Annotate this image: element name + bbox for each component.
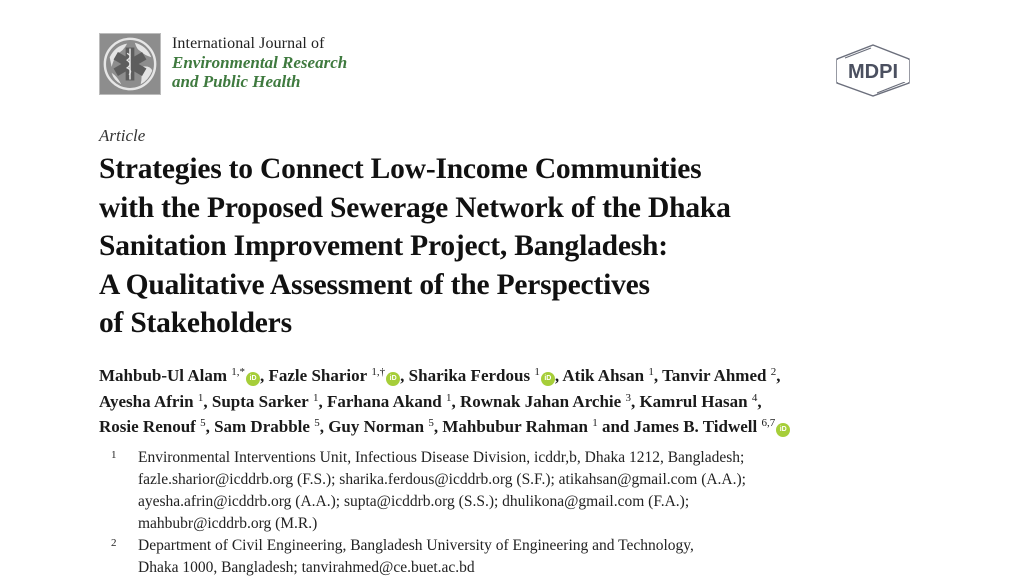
author-affiliation-ref: 1	[592, 417, 598, 429]
orcid-icon[interactable]: iD	[386, 372, 400, 386]
author-name: Fazle Sharior	[268, 366, 368, 385]
author-affiliation-ref: 1	[445, 391, 452, 404]
affiliation-line: ayesha.afrin@icddrb.org (A.A.); supta@icddrb.org (S.S.); dhulikona@gmail.com (F.A.);	[138, 493, 690, 510]
author-name: Farhana Akand	[326, 391, 442, 411]
author-affiliation-ref: 1,†	[371, 366, 386, 378]
orcid-icon[interactable]: iD	[541, 372, 555, 386]
affiliation-number: 1	[111, 449, 117, 461]
author-affiliation-ref: 1	[534, 366, 540, 378]
author-affiliation-ref: 5	[314, 417, 320, 429]
author-affiliation-ref: 1,*	[231, 366, 245, 378]
affiliation-text	[138, 535, 694, 579]
affiliations	[99, 447, 919, 579]
author-name: Supta Sarker	[211, 391, 309, 411]
author-name: James B. Tidwell	[633, 417, 758, 436]
affiliation-line: mahbubr@icddrb.org (M.R.)	[138, 515, 318, 532]
journal-name	[172, 34, 347, 91]
journal-name-line1: International Journal of	[172, 35, 325, 52]
journal-name-line3: and Public Health	[172, 72, 301, 91]
author-affiliation-ref: 1	[312, 391, 319, 404]
author-affiliation-ref: 4	[751, 391, 758, 404]
title-line: of Stakeholders	[99, 307, 292, 339]
affiliation-line: fazle.sharior@icddrb.org (F.S.); sharika.ferdous@icddrb.org (S.F.); atikahsan@gmail.com (A.A.);	[138, 471, 746, 488]
publisher-logo	[833, 42, 913, 98]
author-name: Rownak Jahan Archie	[459, 391, 622, 411]
article-title	[99, 150, 899, 343]
author-line: Mahbub-Ul Alam $^{1,*}$iD , Fazle Sharior $^{1,\dagger}$iD , Sharika Ferdous $^1$iD , Atik Ahsan $^1$, Tanvir Ahmed $^2$,	[99, 366, 781, 385]
affiliation-text	[138, 447, 746, 535]
journal-name-line2: Environmental Research	[172, 53, 348, 72]
author-affiliation-ref: 5	[428, 417, 434, 429]
svg-text:MDPI: MDPI	[848, 61, 898, 83]
author-affiliation-ref: 1	[648, 366, 654, 378]
author-affiliation-ref: 6,7	[761, 417, 776, 429]
author-affiliation-ref: 2	[770, 366, 777, 378]
title-line: A Qualitative Assessment of the Perspectives	[99, 268, 650, 301]
author-name: Sam Drabble	[214, 417, 310, 436]
author-affiliation-ref: 1	[197, 391, 204, 404]
author-name: Mahbubur Rahman	[442, 417, 588, 436]
affiliation-line: Dhaka 1000, Bangladesh; tanvirahmed@ce.buet.ac.bd	[138, 559, 475, 576]
orcid-icon[interactable]: iD	[776, 423, 790, 437]
author-line: Rosie Renouf $^5$, Sam Drabble $^5$, Guy Norman $^5$, Mahbubur Rahman $^1$ and James B. Tidwell $^{6,7}$iD	[99, 414, 929, 440]
orcid-icon[interactable]: iD	[246, 372, 260, 386]
journal-logo	[99, 33, 161, 95]
author-name: Ayesha Afrin	[99, 391, 194, 411]
affiliation-item	[99, 447, 919, 535]
author-name: Kamrul Hasan	[639, 391, 748, 411]
author-name: Mahbub-Ul Alam	[99, 366, 227, 385]
title-line: Sanitation Improvement Project, Bangladesh:	[99, 230, 668, 262]
author-affiliation-ref: 5	[200, 417, 206, 429]
author-name: Tanvir Ahmed	[662, 366, 767, 385]
affiliation-line: Department of Civil Engineering, Bangladesh University of Engineering and Technology,	[138, 537, 694, 554]
article-type: Article	[99, 126, 146, 145]
title-line: Strategies to Connect Low-Income Communities	[99, 153, 702, 185]
author-list	[99, 363, 929, 440]
affiliation-item	[99, 535, 919, 579]
author-name: Sharika Ferdous	[408, 366, 531, 385]
author-name: Guy Norman	[328, 417, 425, 436]
affiliation-line: Environmental Interventions Unit, Infectious Disease Division, icddr,b, Dhaka 1212, Bangladesh;	[138, 449, 745, 466]
globe-star-of-life-icon	[100, 34, 160, 94]
author-name: Atik Ahsan	[562, 366, 645, 385]
affiliation-number: 2	[111, 537, 117, 549]
mdpi-logo-icon	[833, 42, 913, 98]
author-line: Ayesha Afrin $^1$, Supta Sarker $^1$, Farhana Akand $^1$, Rownak Jahan Archie $^3$, Kamrul Hasan $^4$,	[99, 391, 762, 411]
author-name: Rosie Renouf	[99, 417, 196, 436]
author-affiliation-ref: 3	[625, 391, 631, 404]
title-line: with the Proposed Sewerage Network of the Dhaka	[99, 191, 731, 224]
